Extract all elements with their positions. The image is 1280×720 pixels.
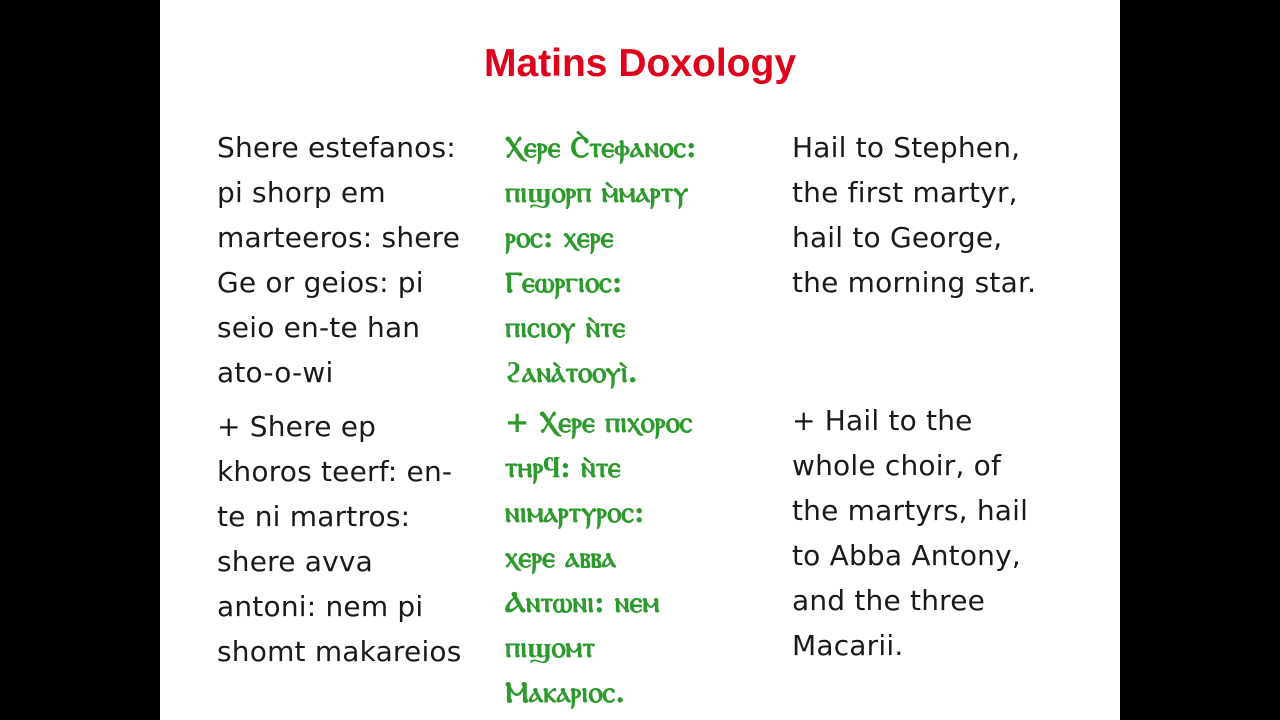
stanza-1-english: Hail to Stephen, the first martyr, hail to George, the morning star. [792, 131, 1037, 299]
stanza-2-english: + Hail to the whole choir, of the martyrs, hail to Abba Antony, and the three Macarii. [792, 404, 1029, 662]
stanza-2-transliteration: + Shere ep khoros teerf: en- te ni martros: shere avva antoni: nem pi shomt makareios [217, 410, 462, 668]
stanza-2-coptic: + Ⲭⲉⲣⲉ ⲡⲓⲭⲟⲣⲟⲥ ⲧⲏⲣϥ: ⲛ̀ⲧⲉ ⲛⲓⲙⲁⲣⲧⲩⲣⲟⲥ: ⲭⲉⲣⲉ ⲁⲃⲃⲁ Ⲁⲛⲧⲱⲛⲓ: ⲛⲉⲙ ⲡⲓϣⲟⲙⲧ Ⲙⲁⲕⲁⲣⲓⲟⲥ. [505, 405, 693, 709]
stanza-1-transliteration: Shere estefanos: pi shorp em marteeros: shere Ge or geios: pi seio en-te han ato-o-wi [217, 131, 461, 389]
slide [160, 0, 1120, 720]
stanza-1-coptic: Ⲭⲉⲣⲉ Ⲥ̀ⲧⲉⲫⲁⲛⲟⲥ: ⲡⲓϣⲟⲣⲡ ⲙ̀ⲙⲁⲣⲧⲩ ⲣⲟⲥ: ⲭⲉⲣⲉ Ⲅⲉⲱⲣⲅⲓⲟⲥ: ⲡⲓⲥⲓⲟⲩ ⲛ̀ⲧⲉ ϩⲁⲛⲁ̀ⲧⲟⲟⲩⲓ̀. [505, 130, 697, 389]
slide-title: Matins Doxology [483, 42, 797, 85]
